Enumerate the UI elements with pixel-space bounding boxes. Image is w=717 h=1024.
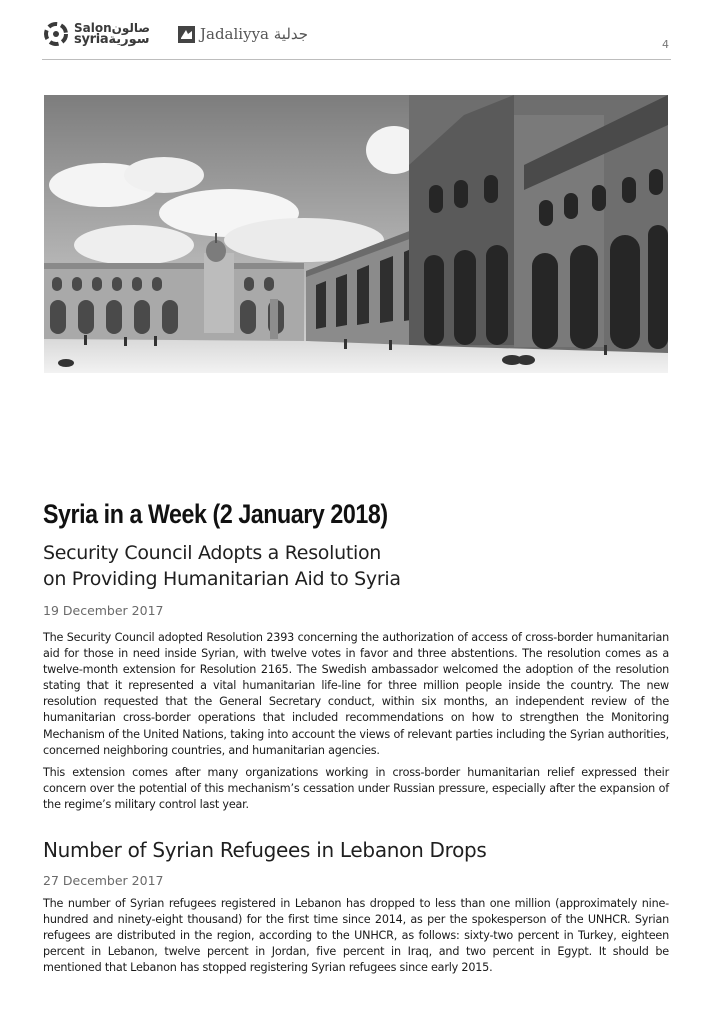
section-heading-line2: on Providing Humanitarian Aid to Syria <box>43 568 401 590</box>
jadaliyya-mark-icon <box>178 26 195 43</box>
section-paragraph: This extension comes after many organizations working in cross-border humanitarian relief expressed their concern over the potential of this mechanism’s cessation under Russian pressure, especially after the expansion of the regime’s military control last year. <box>43 766 669 812</box>
header-divider <box>42 59 671 60</box>
salon-logo-line1: Salonصالون <box>74 21 151 35</box>
section-heading-security-council <box>43 540 401 592</box>
section-paragraph: The number of Syrian refugees registered in Lebanon has dropped to less than one million (approximately nine-hundred and ninety-eight thousand) for the first time since 2014, as per the spokesperson of the UNHCR. Syrian refugees are distributed in the region, according to the UNHCR, as follows: sixty-two percent in Turkey, eighteen percent in Lebanon, twelve percent in Jordan, five percent in Iraq, and two percent in Egypt. It should be mentioned that Lebanon has stopped registering Syrian refugees since early 2015. <box>43 897 669 975</box>
mosque-courtyard-photo <box>44 95 668 373</box>
section-heading-line1: Security Council Adopts a Resolution <box>43 542 382 564</box>
jadaliyya-logo <box>178 25 308 43</box>
section-heading-refugees: Number of Syrian Refugees in Lebanon Drops <box>43 838 487 862</box>
section-date: 27 December 2017 <box>43 873 164 888</box>
jadaliyya-logo-text: Jadaliyya جدلية <box>200 25 309 43</box>
salon-logo-line2: syriaسورية <box>74 32 150 47</box>
section-paragraph: The Security Council adopted Resolution 2393 concerning the authorization of access of cross-border humanitarian aid for those in need inside Syrian, with twelve votes in favor and three abstentions. The resolution comes as a twelve-month extension for Resolution 2165. The Swedish ambassador welcomed the adoption of the resolution stating that it represented a vital humanitarian life-line for three million people inside the country. The new resolution requested that the General Secretary conduct, within six months, an independent review of the humanitarian cross-border operations that included recommendations on how to strengthen the Monitoring Mechanism of the United Nations, taking into account the views of relevant parties including the Syrian authorities, concerned neighboring countries, and humanitarian agencies. <box>43 631 669 757</box>
page-header <box>0 0 717 60</box>
section-date: 19 December 2017 <box>43 603 164 618</box>
salon-syria-mark-icon <box>42 20 70 48</box>
salon-syria-logo <box>42 20 150 48</box>
page-title: Syria in a Week (2 January 2018) <box>43 499 388 529</box>
page-number: 4 <box>662 38 669 51</box>
